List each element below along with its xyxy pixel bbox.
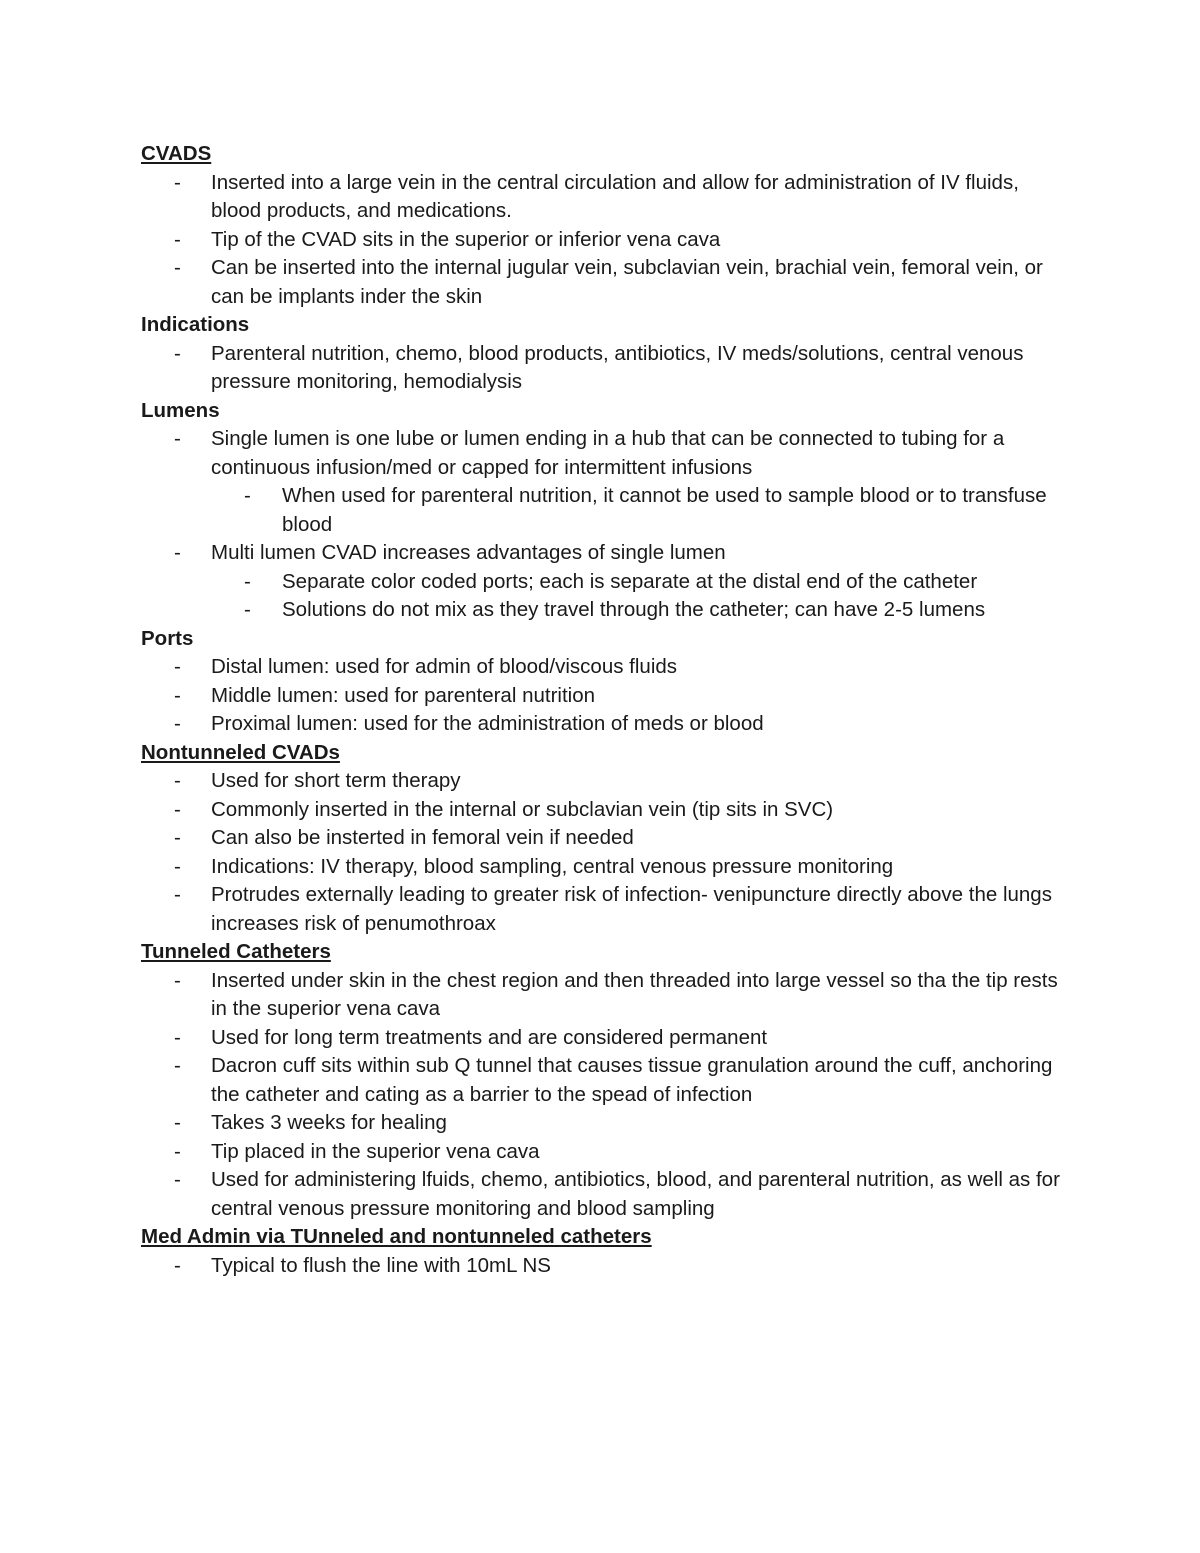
bullet-text: Can also be insterted in femoral vein if needed bbox=[211, 826, 634, 849]
bullet-text: Multi lumen CVAD increases advantages of single lumen bbox=[211, 541, 726, 564]
dash-bullet-icon: - bbox=[174, 227, 181, 251]
bullet-text: Parenteral nutrition, chemo, blood products, antibiotics, IV meds/solutions, central venous pressure monitoring, hemodialysis bbox=[211, 341, 1024, 393]
bullet-item bbox=[141, 1024, 1100, 1053]
section bbox=[141, 938, 1100, 1223]
bullet-item bbox=[141, 340, 1100, 397]
dash-bullet-icon: - bbox=[174, 341, 181, 365]
sub-bullet-item bbox=[141, 568, 1100, 597]
bullet-text: Inserted under skin in the chest region and then threaded into large vessel so tha the tip rests in the superior vena cava bbox=[211, 968, 1058, 1020]
bullet-text: Typical to flush the line with 10mL NS bbox=[211, 1253, 551, 1277]
bullet-text: Tip of the CVAD sits in the superior or inferior vena cava bbox=[211, 227, 721, 251]
bullet-item bbox=[141, 1052, 1100, 1109]
dash-bullet-icon: - bbox=[174, 854, 181, 878]
section-heading: Lumens bbox=[141, 398, 220, 422]
dash-bullet-icon: - bbox=[174, 968, 181, 992]
bullet-text: Used for short term therapy bbox=[211, 769, 461, 792]
bullet-text: Tip placed in the superior vena cava bbox=[211, 1139, 540, 1163]
bullet-text: Protrudes externally leading to greater risk of infection- venipuncture directly above the lungs increases risk of penumothroax bbox=[211, 883, 1052, 935]
dash-bullet-icon: - bbox=[174, 655, 181, 678]
dash-bullet-icon: - bbox=[174, 170, 181, 194]
bullet-item bbox=[141, 796, 1100, 825]
dash-bullet-icon: - bbox=[174, 1111, 181, 1134]
bullet-item bbox=[141, 539, 1100, 568]
bullet-item bbox=[141, 254, 1100, 311]
section-heading: Tunneled Catheters bbox=[141, 940, 331, 963]
bullet-item bbox=[141, 1138, 1100, 1167]
dash-bullet-icon: - bbox=[174, 883, 181, 906]
bullet-text: Solutions do not mix as they travel through the catheter; can have 2-5 lumens bbox=[282, 598, 986, 621]
dash-bullet-icon: - bbox=[174, 541, 181, 564]
sub-bullet-item bbox=[141, 596, 1100, 625]
bullet-item bbox=[141, 767, 1100, 796]
bullet-item bbox=[141, 653, 1100, 682]
dash-bullet-icon: - bbox=[244, 484, 251, 507]
section bbox=[141, 739, 1100, 939]
bullet-text: Dacron cuff sits within sub Q tunnel that causes tissue granulation around the cuff, anchoring the catheter and cating as a barrier to the spead of infection bbox=[211, 1054, 1053, 1106]
section bbox=[141, 311, 1100, 397]
dash-bullet-icon: - bbox=[174, 1054, 181, 1077]
sub-bullet-item bbox=[141, 482, 1100, 539]
bullet-item bbox=[141, 824, 1100, 853]
bullet-text: Separate color coded ports; each is separate at the distal end of the catheter bbox=[282, 569, 978, 593]
bullet-text: Inserted into a large vein in the central circulation and allow for administration of IV fluids, blood products, and medications. bbox=[211, 170, 1019, 222]
dash-bullet-icon: - bbox=[244, 598, 251, 621]
dash-bullet-icon: - bbox=[174, 1168, 181, 1191]
bullet-text: Indications: IV therapy, blood sampling, central venous pressure monitoring bbox=[211, 854, 894, 878]
dash-bullet-icon: - bbox=[174, 683, 181, 707]
dash-bullet-icon: - bbox=[174, 712, 181, 735]
bullet-text: Single lumen is one lube or lumen ending in a hub that can be connected to tubing for a continuous infusion/med or capped for intermittent infusions bbox=[211, 427, 1005, 479]
bullet-item bbox=[141, 1109, 1100, 1138]
bullet-text: Can be inserted into the internal jugular vein, subclavian vein, brachial vein, femoral vein, or can be implants inder the skin bbox=[211, 256, 1043, 308]
bullet-text: Proximal lumen: used for the administration of meds or blood bbox=[211, 712, 764, 735]
dash-bullet-icon: - bbox=[174, 797, 181, 821]
bullet-text: Commonly inserted in the internal or subclavian vein (tip sits in SVC) bbox=[211, 797, 834, 821]
bullet-item bbox=[141, 1166, 1100, 1223]
section-heading: Nontunneled CVADs bbox=[141, 740, 340, 764]
bullet-item bbox=[141, 169, 1100, 226]
dash-bullet-icon: - bbox=[174, 826, 181, 849]
dash-bullet-icon: - bbox=[174, 427, 181, 450]
dash-bullet-icon: - bbox=[244, 569, 251, 593]
section bbox=[141, 140, 1100, 311]
dash-bullet-icon: - bbox=[174, 769, 181, 792]
bullet-text: Takes 3 weeks for healing bbox=[211, 1111, 447, 1134]
bullet-item bbox=[141, 967, 1100, 1024]
bullet-text: Used for administering lfuids, chemo, antibiotics, blood, and parenteral nutrition, as well as for central venous pressure monitoring and blood sampling bbox=[211, 1168, 1060, 1220]
dash-bullet-icon: - bbox=[174, 1253, 181, 1277]
bullet-item bbox=[141, 425, 1100, 482]
bullet-text: Distal lumen: used for admin of blood/viscous fluids bbox=[211, 655, 678, 678]
section-heading: Med Admin via TUnneled and nontunneled catheters bbox=[141, 1225, 652, 1248]
bullet-text: Used for long term treatments and are considered permanent bbox=[211, 1025, 768, 1049]
section bbox=[141, 625, 1100, 739]
section bbox=[141, 1223, 1100, 1280]
section-heading: Ports bbox=[141, 626, 194, 650]
dash-bullet-icon: - bbox=[174, 1139, 181, 1163]
dash-bullet-icon: - bbox=[174, 256, 181, 279]
bullet-item bbox=[141, 881, 1100, 938]
section-heading: CVADS bbox=[141, 142, 212, 165]
section bbox=[141, 397, 1100, 625]
bullet-text: Middle lumen: used for parenteral nutrition bbox=[211, 683, 596, 707]
bullet-item bbox=[141, 853, 1100, 882]
dash-bullet-icon: - bbox=[174, 1025, 181, 1049]
bullet-item bbox=[141, 710, 1100, 739]
section-heading: Indications bbox=[141, 313, 250, 336]
bullet-item bbox=[141, 1252, 1100, 1281]
bullet-item bbox=[141, 226, 1100, 255]
bullet-item bbox=[141, 682, 1100, 711]
bullet-text: When used for parenteral nutrition, it cannot be used to sample blood or to transfuse blood bbox=[282, 484, 1047, 536]
